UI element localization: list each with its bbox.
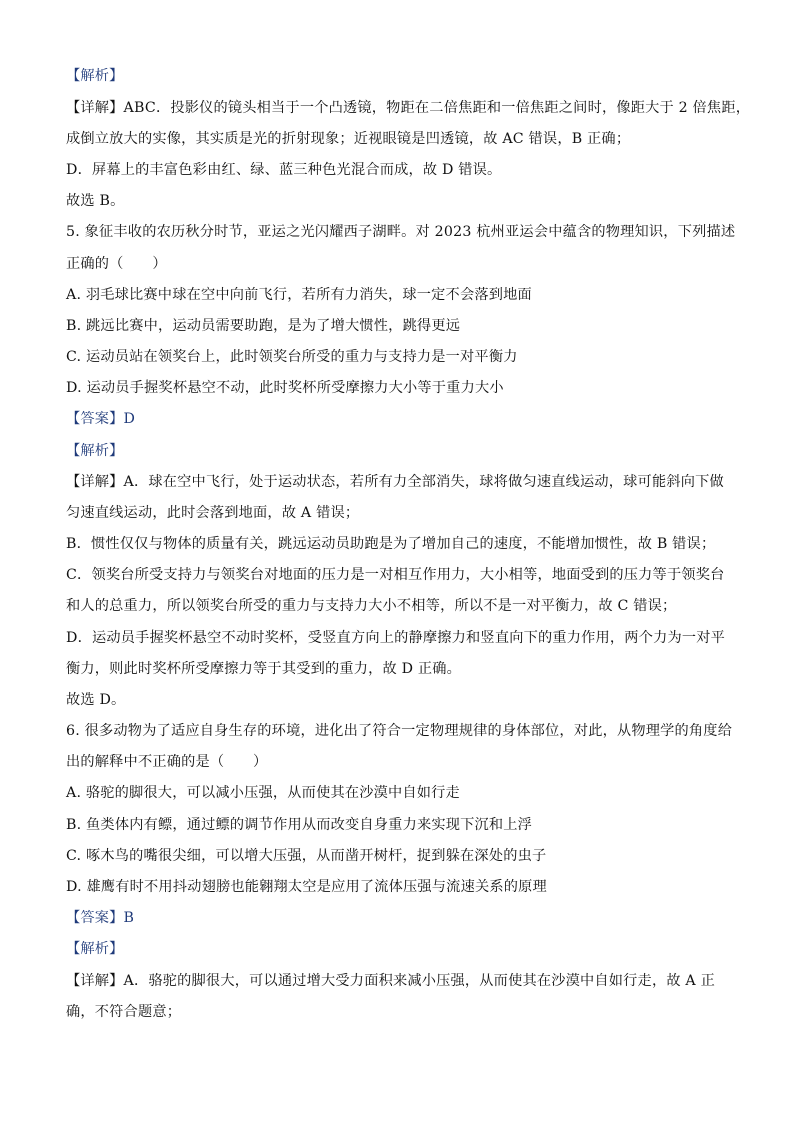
question-6-option-c: C. 啄木鸟的嘴很尖细，可以增大压强，从而凿开树杆，捉到躲在深处的虫子 bbox=[66, 848, 547, 864]
question-6-option-a: A. 骆驼的脚很大，可以减小压强，从而使其在沙漠中自如行走 bbox=[66, 785, 460, 801]
analysis-heading: 【解析】 bbox=[66, 941, 124, 957]
question-6-option-d: D. 雄鹰有时不用抖动翅膀也能翱翔太空是应用了流体压强与流速关系的原理 bbox=[66, 879, 547, 895]
detail-text: 确，不符合题意； bbox=[66, 1004, 182, 1020]
question-5-stem: 正确的（ ） bbox=[66, 256, 167, 272]
question-6-option-b: B. 鱼类体内有鳔，通过鳔的调节作用从而改变自身重力来实现下沉和上浮 bbox=[66, 817, 533, 833]
question-5-option-b: B. 跳远比赛中，运动员需要助跑，是为了增大惯性，跳得更远 bbox=[66, 318, 461, 334]
analysis-heading: 【解析】 bbox=[66, 443, 124, 459]
detail-text: D．屏幕上的丰富色彩由红、绿、蓝三种色光混合而成，故 D 错误。 bbox=[66, 162, 502, 178]
detail-text: 和人的总重力，所以领奖台所受的重力与支持力大小不相等，所以不是一对平衡力，故 C 错误； bbox=[66, 598, 677, 614]
detail-text: 匀速直线运动，此时会落到地面，故 A 错误； bbox=[66, 505, 360, 521]
detail-text: 成倒立放大的实像，其实质是光的折射现象；近视眼镜是凹透镜，故 AC 错误，B 正确； bbox=[66, 131, 631, 147]
analysis-heading: 【解析】 bbox=[66, 68, 124, 84]
question-5-option-a: A. 羽毛球比赛中球在空中向前飞行，若所有力消失，球一定不会落到地面 bbox=[66, 287, 532, 303]
conclusion-text: 故选 B。 bbox=[66, 193, 125, 209]
conclusion-text: 故选 D。 bbox=[66, 692, 126, 708]
detail-text: C．领奖台所受支持力与领奖台对地面的压力是一对相互作用力，大小相等，地面受到的压力等于领奖台 bbox=[66, 567, 725, 583]
question-5-option-d: D. 运动员手握奖杯悬空不动，此时奖杯所受摩擦力大小等于重力大小 bbox=[66, 380, 504, 396]
detail-text: 【详解】ABC．投影仪的镜头相当于一个凸透镜，物距在二倍焦距和一倍焦距之间时，像距大于 2 倍焦距， bbox=[66, 100, 751, 116]
detail-text: B．惯性仅仅与物体的质量有关，跳远运动员助跑是为了增加自己的速度，不能增加惯性，故 B 错误； bbox=[66, 536, 716, 552]
question-5-option-c: C. 运动员站在领奖台上，此时领奖台所受的重力与支持力是一对平衡力 bbox=[66, 349, 518, 365]
detail-text: D．运动员手握奖杯悬空不动时奖杯，受竖直方向上的静摩擦力和竖直向下的重力作用，两个力为一对平 bbox=[66, 630, 726, 646]
detail-text: 【详解】A．骆驼的脚很大，可以通过增大受力面积来减小压强，从而使其在沙漠中自如行走，故 A 正 bbox=[66, 973, 715, 989]
question-6-stem: 6. 很多动物为了适应自身生存的环境，进化出了符合一定物理规律的身体部位，对此，从物理学的角度给 bbox=[66, 723, 733, 739]
question-6-stem: 出的解释中不正确的是（ ） bbox=[66, 754, 268, 770]
detail-text: 衡力，则此时奖杯所受摩擦力等于其受到的重力，故 D 正确。 bbox=[66, 661, 462, 677]
detail-text: 【详解】A．球在空中飞行，处于运动状态，若所有力全部消失，球将做匀速直线运动，球可能斜向下做 bbox=[66, 474, 724, 490]
question-5-stem: 5. 象征丰收的农历秋分时节，亚运之光闪耀西子湖畔。对 2023 杭州亚运会中蕴含的物理知识，下列描述 bbox=[66, 224, 736, 240]
answer-heading: 【答案】D bbox=[66, 411, 136, 427]
answer-heading: 【答案】B bbox=[66, 910, 135, 926]
